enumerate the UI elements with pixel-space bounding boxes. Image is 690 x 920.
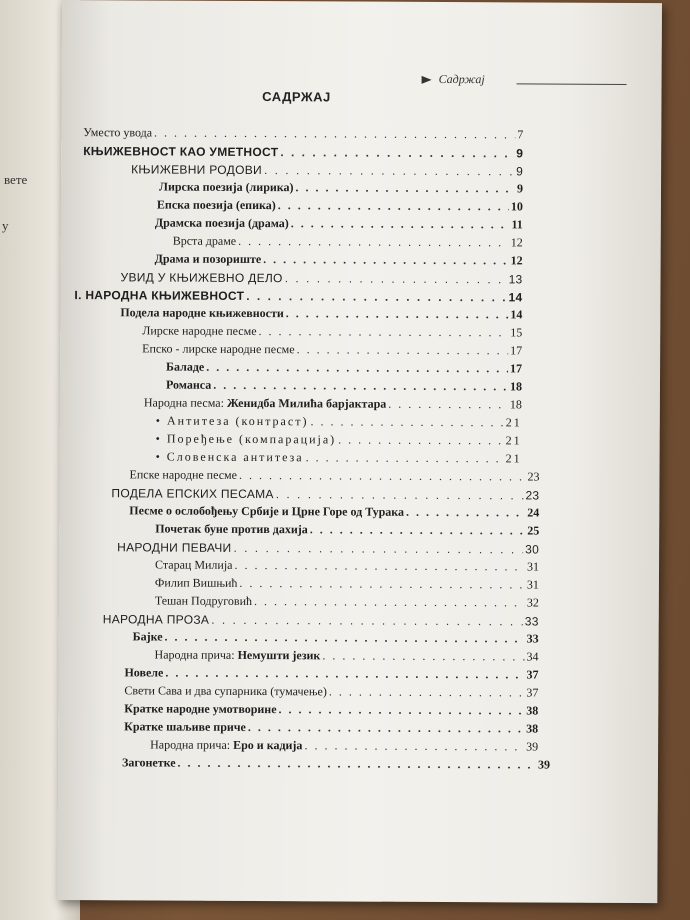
toc-entry-title: • Антитеза (контраст) [155, 413, 309, 429]
toc-entry-title: Епске народне песме [129, 467, 238, 482]
toc-entry-page: 39 [526, 739, 539, 754]
toc-entry-title: Епска поезија (епика) [156, 197, 276, 213]
toc-entry [124, 698, 538, 718]
toc-entry-title: Баладе [166, 359, 205, 374]
toc-entry-page: 13 [508, 272, 523, 287]
toc-entry-page: 18 [509, 397, 522, 412]
toc-entry-title: Народна прича: Еро и кадија [150, 737, 303, 753]
toc-entry-page: 21 [505, 433, 522, 448]
toc-entry-page: 30 [525, 542, 540, 557]
toc-entry-title: Народна песма: Женидба Милића барјактара [143, 395, 387, 411]
toc-entry [74, 284, 522, 304]
toc-entry-title: КЊИЖЕВНОСТ КАО УМЕТНОСТ [83, 144, 279, 160]
toc-entry-page: 38 [526, 703, 539, 718]
header-rule [517, 83, 627, 85]
toc-entry-title: Лирске народне песме [142, 323, 257, 339]
toc-entry-title: Песме о ослобођењу Србије и Црне Горе од Турака [129, 503, 405, 519]
toc-entry-title: ПОДЕЛА ЕПСКИХ ПЕСАМА [111, 486, 274, 502]
toc-entry [150, 734, 538, 754]
toc-entry [120, 302, 522, 322]
toc-entry [83, 122, 523, 142]
toc-entry-page: 38 [526, 721, 539, 736]
running-title: Садржај [438, 71, 485, 87]
toc-entry-page: 9 [516, 146, 524, 161]
toc-entry-title: Уместо увода [83, 125, 153, 140]
toc-entry-page: 21 [505, 451, 522, 466]
toc-entry [111, 482, 539, 502]
book-page [57, 0, 662, 903]
toc-entry-page: 17 [510, 361, 523, 376]
toc-entry-page: 9 [516, 164, 524, 179]
toc-entry [155, 248, 523, 268]
toc-entry-page: 33 [524, 614, 539, 629]
toc-entry-page: 37 [526, 685, 539, 700]
toc-entry-title: I. НАРОДНА КЊИЖЕВНОСТ [74, 288, 245, 303]
table-of-contents [61, 114, 661, 772]
toc-entry-page: 25 [527, 523, 540, 538]
toc-entry-page: 15 [510, 325, 523, 340]
toc-entry-page: 17 [510, 343, 523, 358]
toc-entry [173, 231, 523, 251]
toc-entry [133, 626, 539, 646]
toc-entry [155, 590, 539, 610]
toc-entry [129, 500, 539, 520]
toc-entry-page: 12 [510, 235, 523, 250]
toc-entry [156, 428, 522, 448]
toc-entry-title: Врста драме [172, 233, 237, 248]
toc-entry-title: Филип Вишњић [154, 575, 238, 590]
toc-entry [157, 195, 523, 215]
toc-entry-page: 10 [510, 199, 523, 214]
toc-entry [129, 464, 539, 484]
toc-entry-page: 24 [527, 505, 540, 520]
toc-entry [124, 662, 538, 682]
toc-entry-title: Драмска поезија (драма) [154, 215, 289, 231]
toc-entry [117, 536, 539, 556]
toc-entry-title: Загонетке [121, 755, 176, 770]
toc-entry [166, 357, 522, 377]
toc-entry [156, 410, 522, 430]
toc-entry-title: • Словенска антитеза [155, 449, 304, 465]
toc-entry-page: 11 [511, 217, 523, 232]
toc-entry-page: 32 [526, 595, 539, 610]
toc-entry [121, 266, 523, 286]
left-page-fragment: у [2, 218, 9, 233]
toc-entry-page: 21 [505, 415, 522, 430]
toc-entry-title: Кратке народне умотворине [124, 701, 277, 717]
toc-entry [124, 716, 538, 736]
toc-entry-page: 9 [516, 181, 524, 196]
toc-entry-page: 18 [509, 379, 523, 394]
arrow-icon [422, 76, 432, 84]
toc-entry-page: 23 [525, 488, 540, 503]
toc-entry [103, 608, 539, 628]
toc-entry [155, 212, 523, 232]
left-page-fragment: вете [4, 172, 28, 187]
toc-entry-page: 33 [526, 631, 539, 646]
toc-entry [142, 320, 522, 340]
toc-entry-page: 37 [526, 667, 539, 682]
toc-entry-title: Подела народне књижевности [120, 305, 284, 321]
toc-entry [155, 644, 539, 664]
toc-entry-title: Лирска поезија (лирика) [158, 179, 294, 195]
toc-entry-title: Народна прича: Немушти језик [154, 647, 321, 663]
toc-entry-page: 34 [526, 649, 539, 664]
toc-entry-title: Кратке шаљиве приче [124, 719, 246, 734]
toc-entry [155, 572, 539, 592]
toc-entry-title: • Поређење (компарација) [155, 431, 337, 447]
toc-entry-page: 31 [526, 577, 539, 592]
toc-entry-title: Почетак буне против дахија [155, 521, 308, 537]
toc-entry-title: Старац Милија [155, 557, 233, 572]
toc-entry-page: 14 [510, 307, 523, 322]
toc-entry-title: УВИД У КЊИЖЕВНО ДЕЛО [120, 270, 283, 286]
toc-entry [83, 140, 523, 160]
toc-entry [131, 158, 523, 178]
toc-entry [159, 177, 523, 197]
toc-entry-title: НАРОДНА ПРОЗА [102, 612, 210, 627]
toc-entry-title: Новеле [124, 665, 164, 680]
toc-entry-page: 23 [527, 469, 540, 484]
toc-entry-title: НАРОДНИ ПЕВАЧИ [117, 540, 232, 555]
toc-entry-title: Свети Сава и два супарника (тумачење) [124, 683, 327, 699]
toc-entry-page: 7 [517, 127, 524, 142]
toc-entry-page: 12 [510, 253, 523, 268]
toc-entry-page: 31 [527, 559, 540, 574]
toc-entry [122, 752, 550, 772]
toc-entry-page: 14 [508, 290, 523, 305]
toc-entry-title: Тешан Подруговић [154, 593, 253, 609]
toc-entry-title: КЊИЖЕВНИ РОДОВИ [131, 162, 263, 178]
toc-entry [156, 446, 522, 466]
toc-entry [166, 375, 522, 395]
toc-entry-title: Бајке [132, 629, 163, 644]
toc-entry [155, 518, 539, 538]
toc-entry [142, 338, 522, 358]
toc-entry [144, 392, 522, 412]
page-title: САДРЖАЈ [262, 89, 331, 105]
toc-entry-page: 39 [537, 757, 551, 772]
toc-entry-title: Драма и позориште [154, 251, 262, 267]
toc-entry [155, 554, 539, 574]
toc-entry-title: Романса [165, 377, 212, 392]
toc-entry-title: Епско - лирске народне песме [142, 341, 295, 357]
running-header [422, 72, 622, 87]
toc-entry [124, 680, 538, 700]
